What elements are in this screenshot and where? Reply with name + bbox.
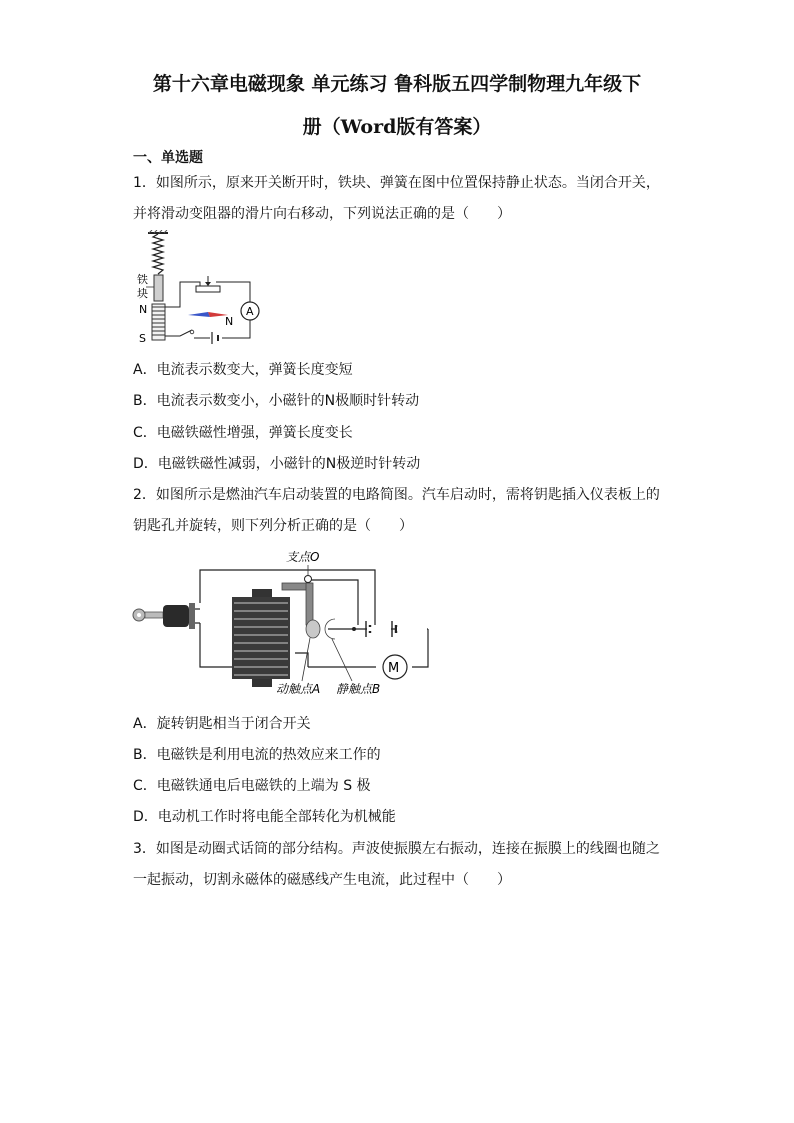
ammeter-label: A bbox=[246, 305, 254, 318]
q1-option-c: C．电磁铁磁性增强，弹簧长度变长 bbox=[133, 425, 353, 441]
iron-label-1: 铁 bbox=[137, 273, 148, 286]
q2-option-b: B．电磁铁是利用电流的热效应来工作的 bbox=[133, 747, 381, 763]
document-title-line-1: 第十六章电磁现象 单元练习 鲁科版五四学制物理九年级下 bbox=[152, 73, 642, 95]
q1-stem-line-1: 1．如图所示，原来开关断开时，铁块、弹簧在图中位置保持静止状态。当闭合开关， bbox=[133, 175, 660, 191]
compass-needle bbox=[188, 312, 210, 317]
iron-block bbox=[154, 275, 163, 301]
contact-b-label: 静触点B bbox=[336, 682, 381, 696]
n-pole-label: N bbox=[139, 303, 148, 316]
q2-circuit-figure bbox=[130, 543, 435, 703]
rheostat bbox=[196, 286, 220, 292]
pivot-label: 支点O bbox=[286, 550, 320, 564]
q3-stem-line-2: 一起振动，切割永磁体的磁感线产生电流，此过程中（ ） bbox=[133, 872, 511, 888]
spring bbox=[153, 234, 163, 274]
motor-label: M bbox=[388, 661, 400, 676]
document-title-line-2: 册（Word版有答案） bbox=[302, 116, 492, 138]
contact-a-label: 动触点A bbox=[276, 682, 321, 696]
iron-label-2: 块 bbox=[137, 287, 148, 300]
q1-option-b: B．电流表示数变小，小磁针的N极顺时针转动 bbox=[133, 393, 420, 409]
q3-stem-line-1: 3．如图是动圈式话筒的部分结构。声波使振膜左右振动，连接在振膜上的线圈也随之 bbox=[133, 841, 660, 857]
moving-contact-a bbox=[306, 620, 320, 638]
key-icon bbox=[133, 609, 163, 621]
q1-option-d: D．电磁铁磁性减弱，小磁针的N极逆时针转动 bbox=[133, 456, 421, 472]
q2-option-c: C．电磁铁通电后电磁铁的上端为 S 极 bbox=[133, 778, 371, 794]
q2-stem-line-1: 2．如图所示是燃油汽车启动装置的电路简图。汽车启动时，需将钥匙插入仪表板上的 bbox=[133, 487, 660, 503]
q1-option-a: A．电流表示数变大，弹簧长度变短 bbox=[133, 362, 353, 378]
q1-stem-line-2: 并将滑动变阻器的滑片向右移动，下列说法正确的是（ ） bbox=[133, 206, 511, 222]
section-heading: 一、单选题 bbox=[133, 150, 203, 166]
q2-stem-line-2: 钥匙孔并旋转，则下列分析正确的是（ ） bbox=[133, 518, 413, 534]
pivot-point bbox=[305, 576, 312, 583]
needle-n-label: N bbox=[225, 315, 234, 328]
ignition-switch bbox=[163, 605, 189, 627]
q2-option-a: A．旋转钥匙相当于闭合开关 bbox=[133, 716, 311, 732]
q1-circuit-figure bbox=[130, 230, 270, 348]
s-pole-label: S bbox=[139, 332, 146, 345]
q2-option-d: D．电动机工作时将电能全部转化为机械能 bbox=[133, 809, 396, 825]
